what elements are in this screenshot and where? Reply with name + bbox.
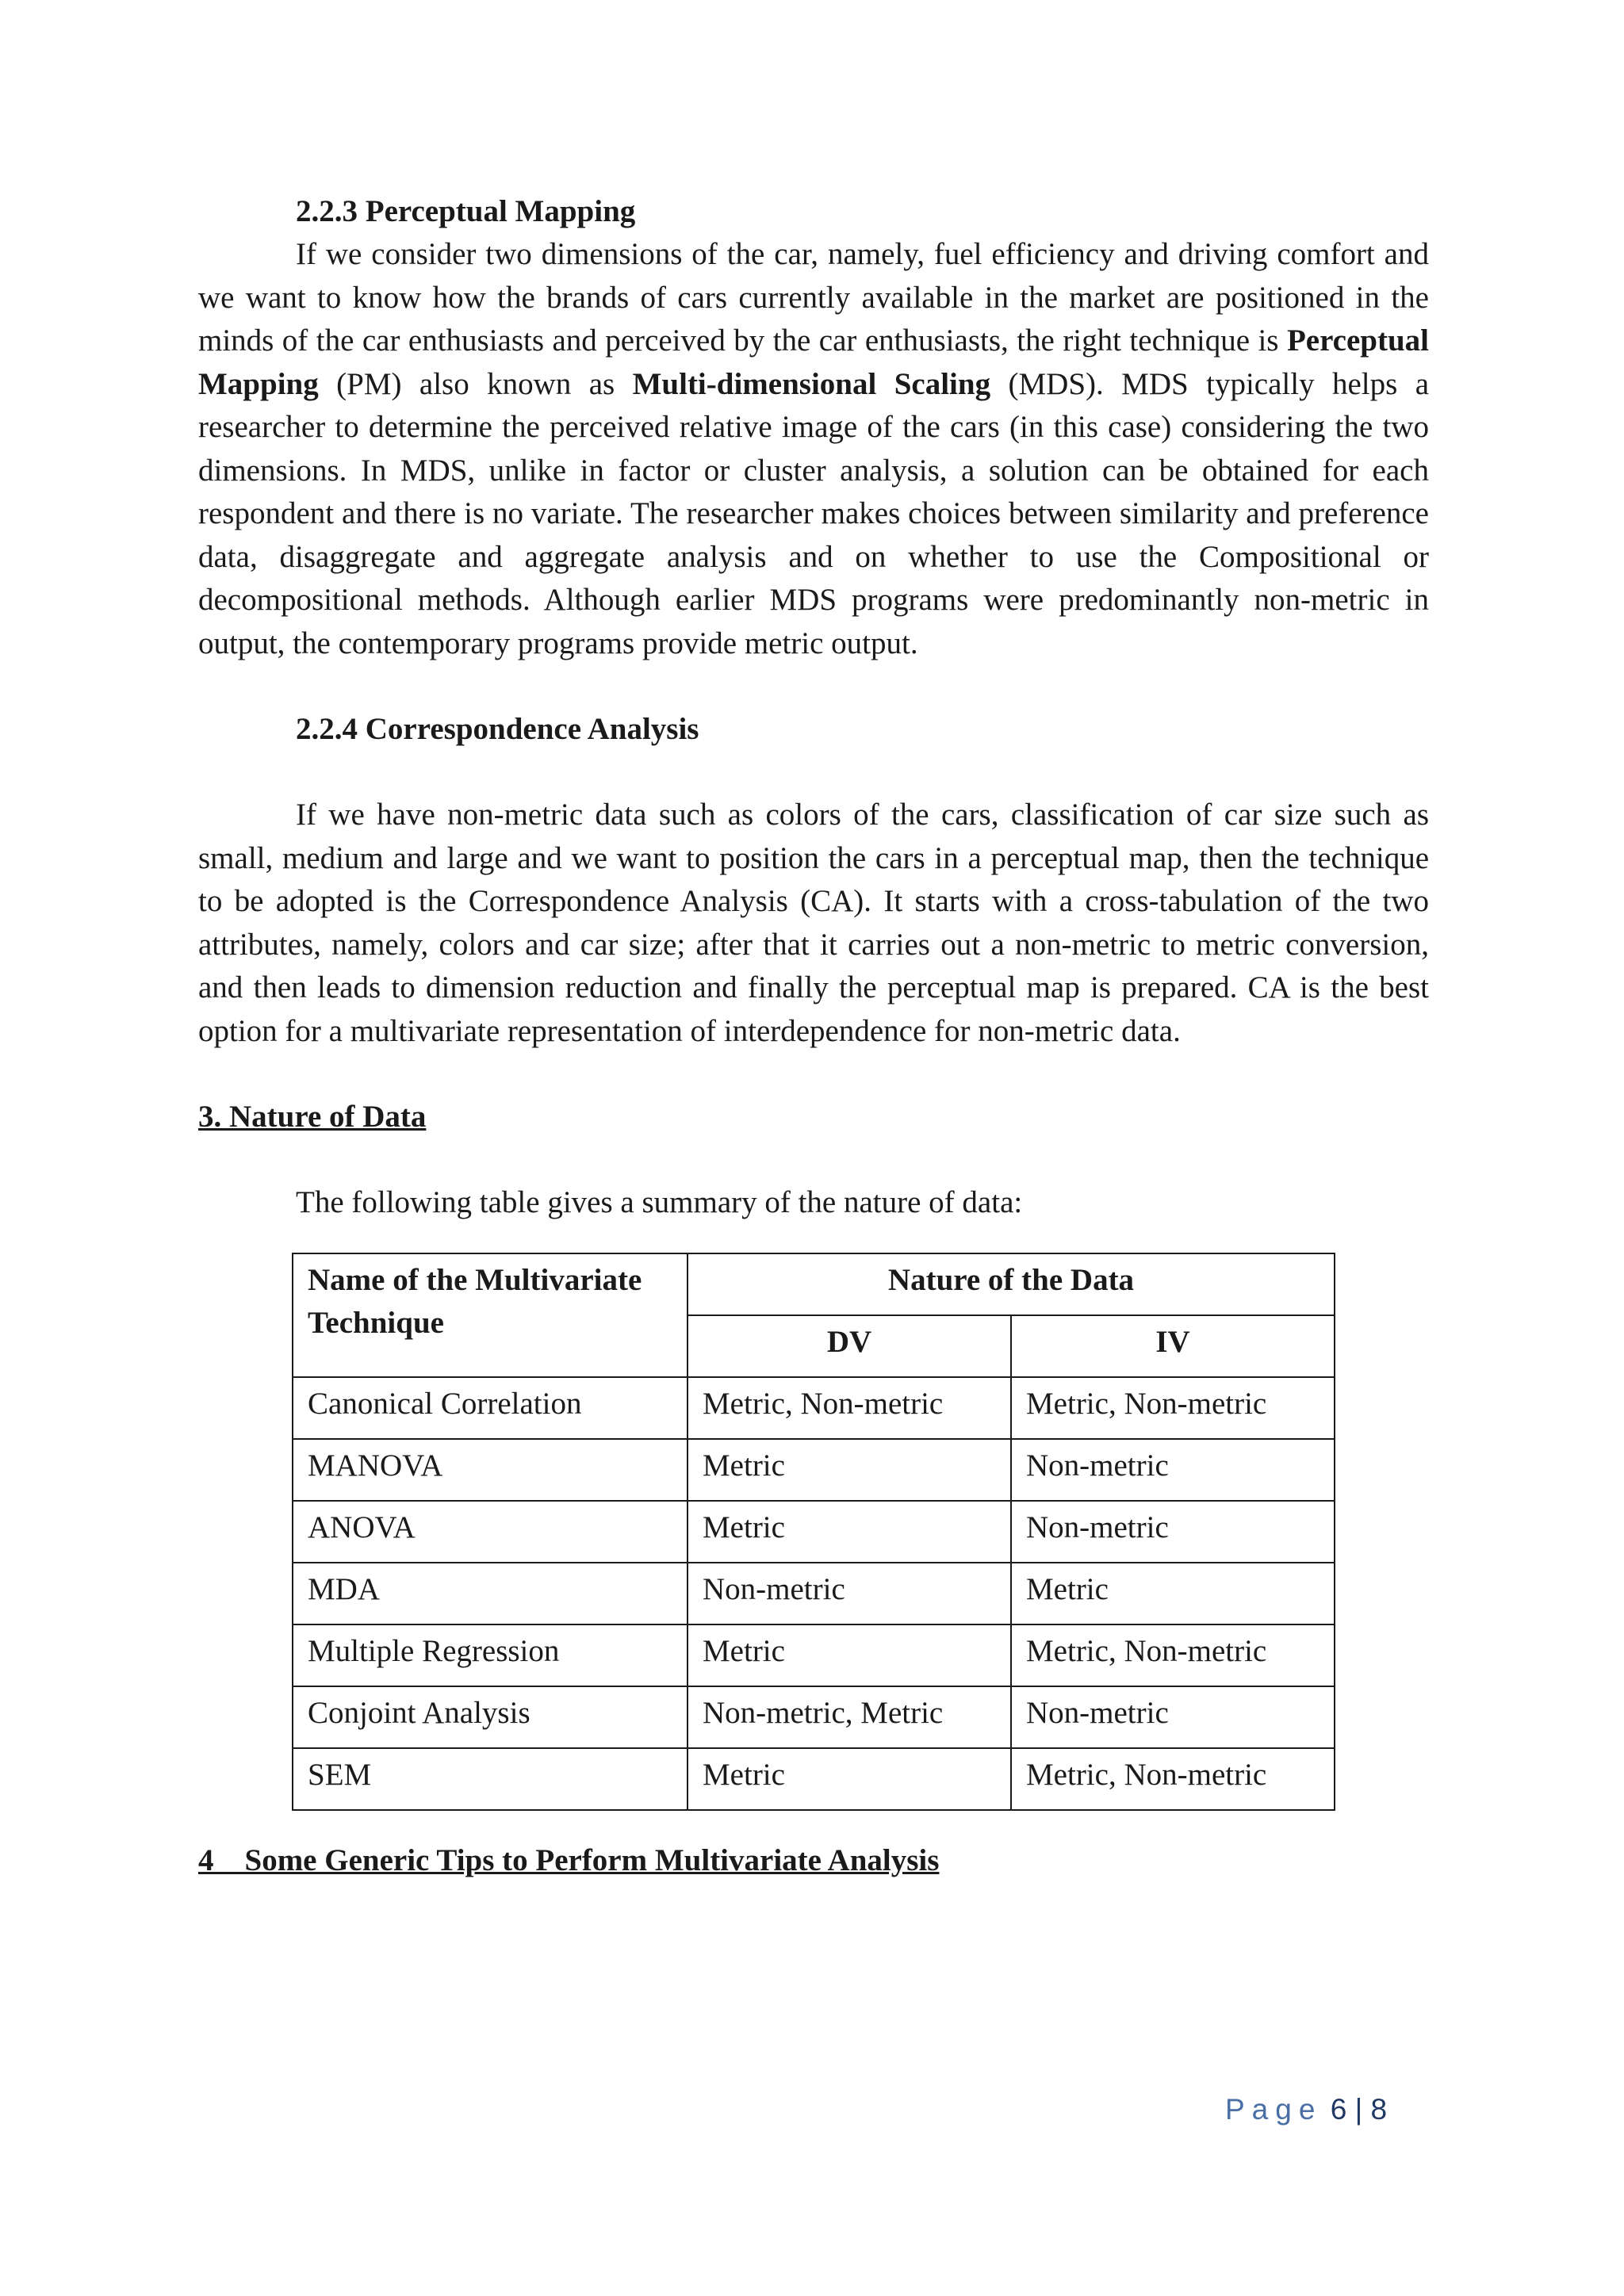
cell-technique: SEM (293, 1748, 688, 1810)
cell-technique: Multiple Regression (293, 1624, 688, 1686)
cell-iv: Metric (1011, 1563, 1335, 1624)
paragraph-perceptual-mapping: If we consider two dimensions of the car, namely, fuel efficiency and driving comfort and we want to know how the brands of cars currently available in the market are positioned in the minds of the car enthusiasts and perceived by the car enthusiasts, the right technique is Perceptual Mapping (PM) also known as Multi-dimensional Scaling (MDS). MDS typically helps a researcher to determine the perceived relative image of the cars (in this case) considering the two dimensions. In MDS, unlike in factor or cluster analysis, a solution can be obtained for each respondent and there is no variate. The researcher makes choices between similarity and preference data, disaggregate and aggregate analysis and on whether to use the Compositional or decompositional methods. Although earlier MDS programs were predominantly non-metric in output, the contemporary programs provide metric output. (198, 237, 1430, 660)
table-header-row (293, 1253, 1335, 1315)
heading-perceptual-mapping: 2.2.3 Perceptual Mapping (296, 194, 636, 228)
page-separator: | (1354, 2093, 1363, 2126)
cell-technique: MANOVA (293, 1439, 688, 1501)
table-row (293, 1624, 1335, 1686)
cell-dv: Non-metric (688, 1563, 1011, 1624)
cell-technique: Conjoint Analysis (293, 1686, 688, 1748)
page-label: Page (1225, 2093, 1323, 2126)
cell-iv: Non-metric (1011, 1686, 1335, 1748)
cell-iv: Metric, Non-metric (1011, 1377, 1335, 1439)
header-dv: DV (688, 1315, 1011, 1377)
cell-dv: Non-metric, Metric (688, 1686, 1011, 1748)
cell-dv: Metric (688, 1624, 1011, 1686)
total-pages: 8 (1370, 2093, 1388, 2126)
paragraph-correspondence-analysis: If we have non-metric data such as colors of the cars, classification of car size such as small, medium and large and we want to position the cars in a perceptual map, then the technique to be adopted is the Correspondence Analysis (CA). It starts with a cross-tabulation of the two attributes, namely, colors and car size; after that it carries out a non-metric to metric conversion, and then leads to dimension reduction and finally the perceptual map is prepared. CA is the best option for a multivariate representation of interdependence for non-metric data. (198, 798, 1429, 1048)
cell-dv: Metric (688, 1748, 1011, 1810)
table-row (293, 1439, 1335, 1501)
term-mds: Multi-dimensional Scaling (632, 366, 991, 401)
current-page: 6 (1330, 2093, 1347, 2126)
table-row (293, 1686, 1335, 1748)
table-row (293, 1377, 1335, 1439)
cell-iv: Metric, Non-metric (1011, 1748, 1335, 1810)
cell-dv: Metric (688, 1439, 1011, 1501)
cell-technique: ANOVA (293, 1501, 688, 1563)
cell-technique: Canonical Correlation (293, 1377, 688, 1439)
table-row (293, 1748, 1335, 1810)
cell-dv: Metric, Non-metric (688, 1377, 1011, 1439)
header-iv: IV (1011, 1315, 1335, 1377)
heading-generic-tips: 4 Some Generic Tips to Perform Multivariate Analysis (198, 1843, 940, 1877)
header-nature: Nature of the Data (688, 1253, 1335, 1315)
nature-of-data-table (292, 1253, 1335, 1811)
table-row (293, 1501, 1335, 1563)
cell-iv: Metric, Non-metric (1011, 1624, 1335, 1686)
cell-iv: Non-metric (1011, 1439, 1335, 1501)
cell-iv: Non-metric (1011, 1501, 1335, 1563)
heading-correspondence-analysis: 2.2.4 Correspondence Analysis (296, 712, 699, 746)
table-intro: The following table gives a summary of the nature of data: (296, 1185, 1023, 1219)
cell-technique: MDA (293, 1563, 688, 1624)
page-number-footer (1225, 2093, 1387, 2126)
term-perceptual-mapping: Perceptual Mapping (198, 323, 1429, 401)
heading-nature-of-data: 3. Nature of Data (198, 1100, 427, 1134)
header-technique: Name of the Multivariate Technique (293, 1253, 688, 1377)
page-content (198, 190, 1429, 1882)
table-row (293, 1563, 1335, 1624)
cell-dv: Metric (688, 1501, 1011, 1563)
